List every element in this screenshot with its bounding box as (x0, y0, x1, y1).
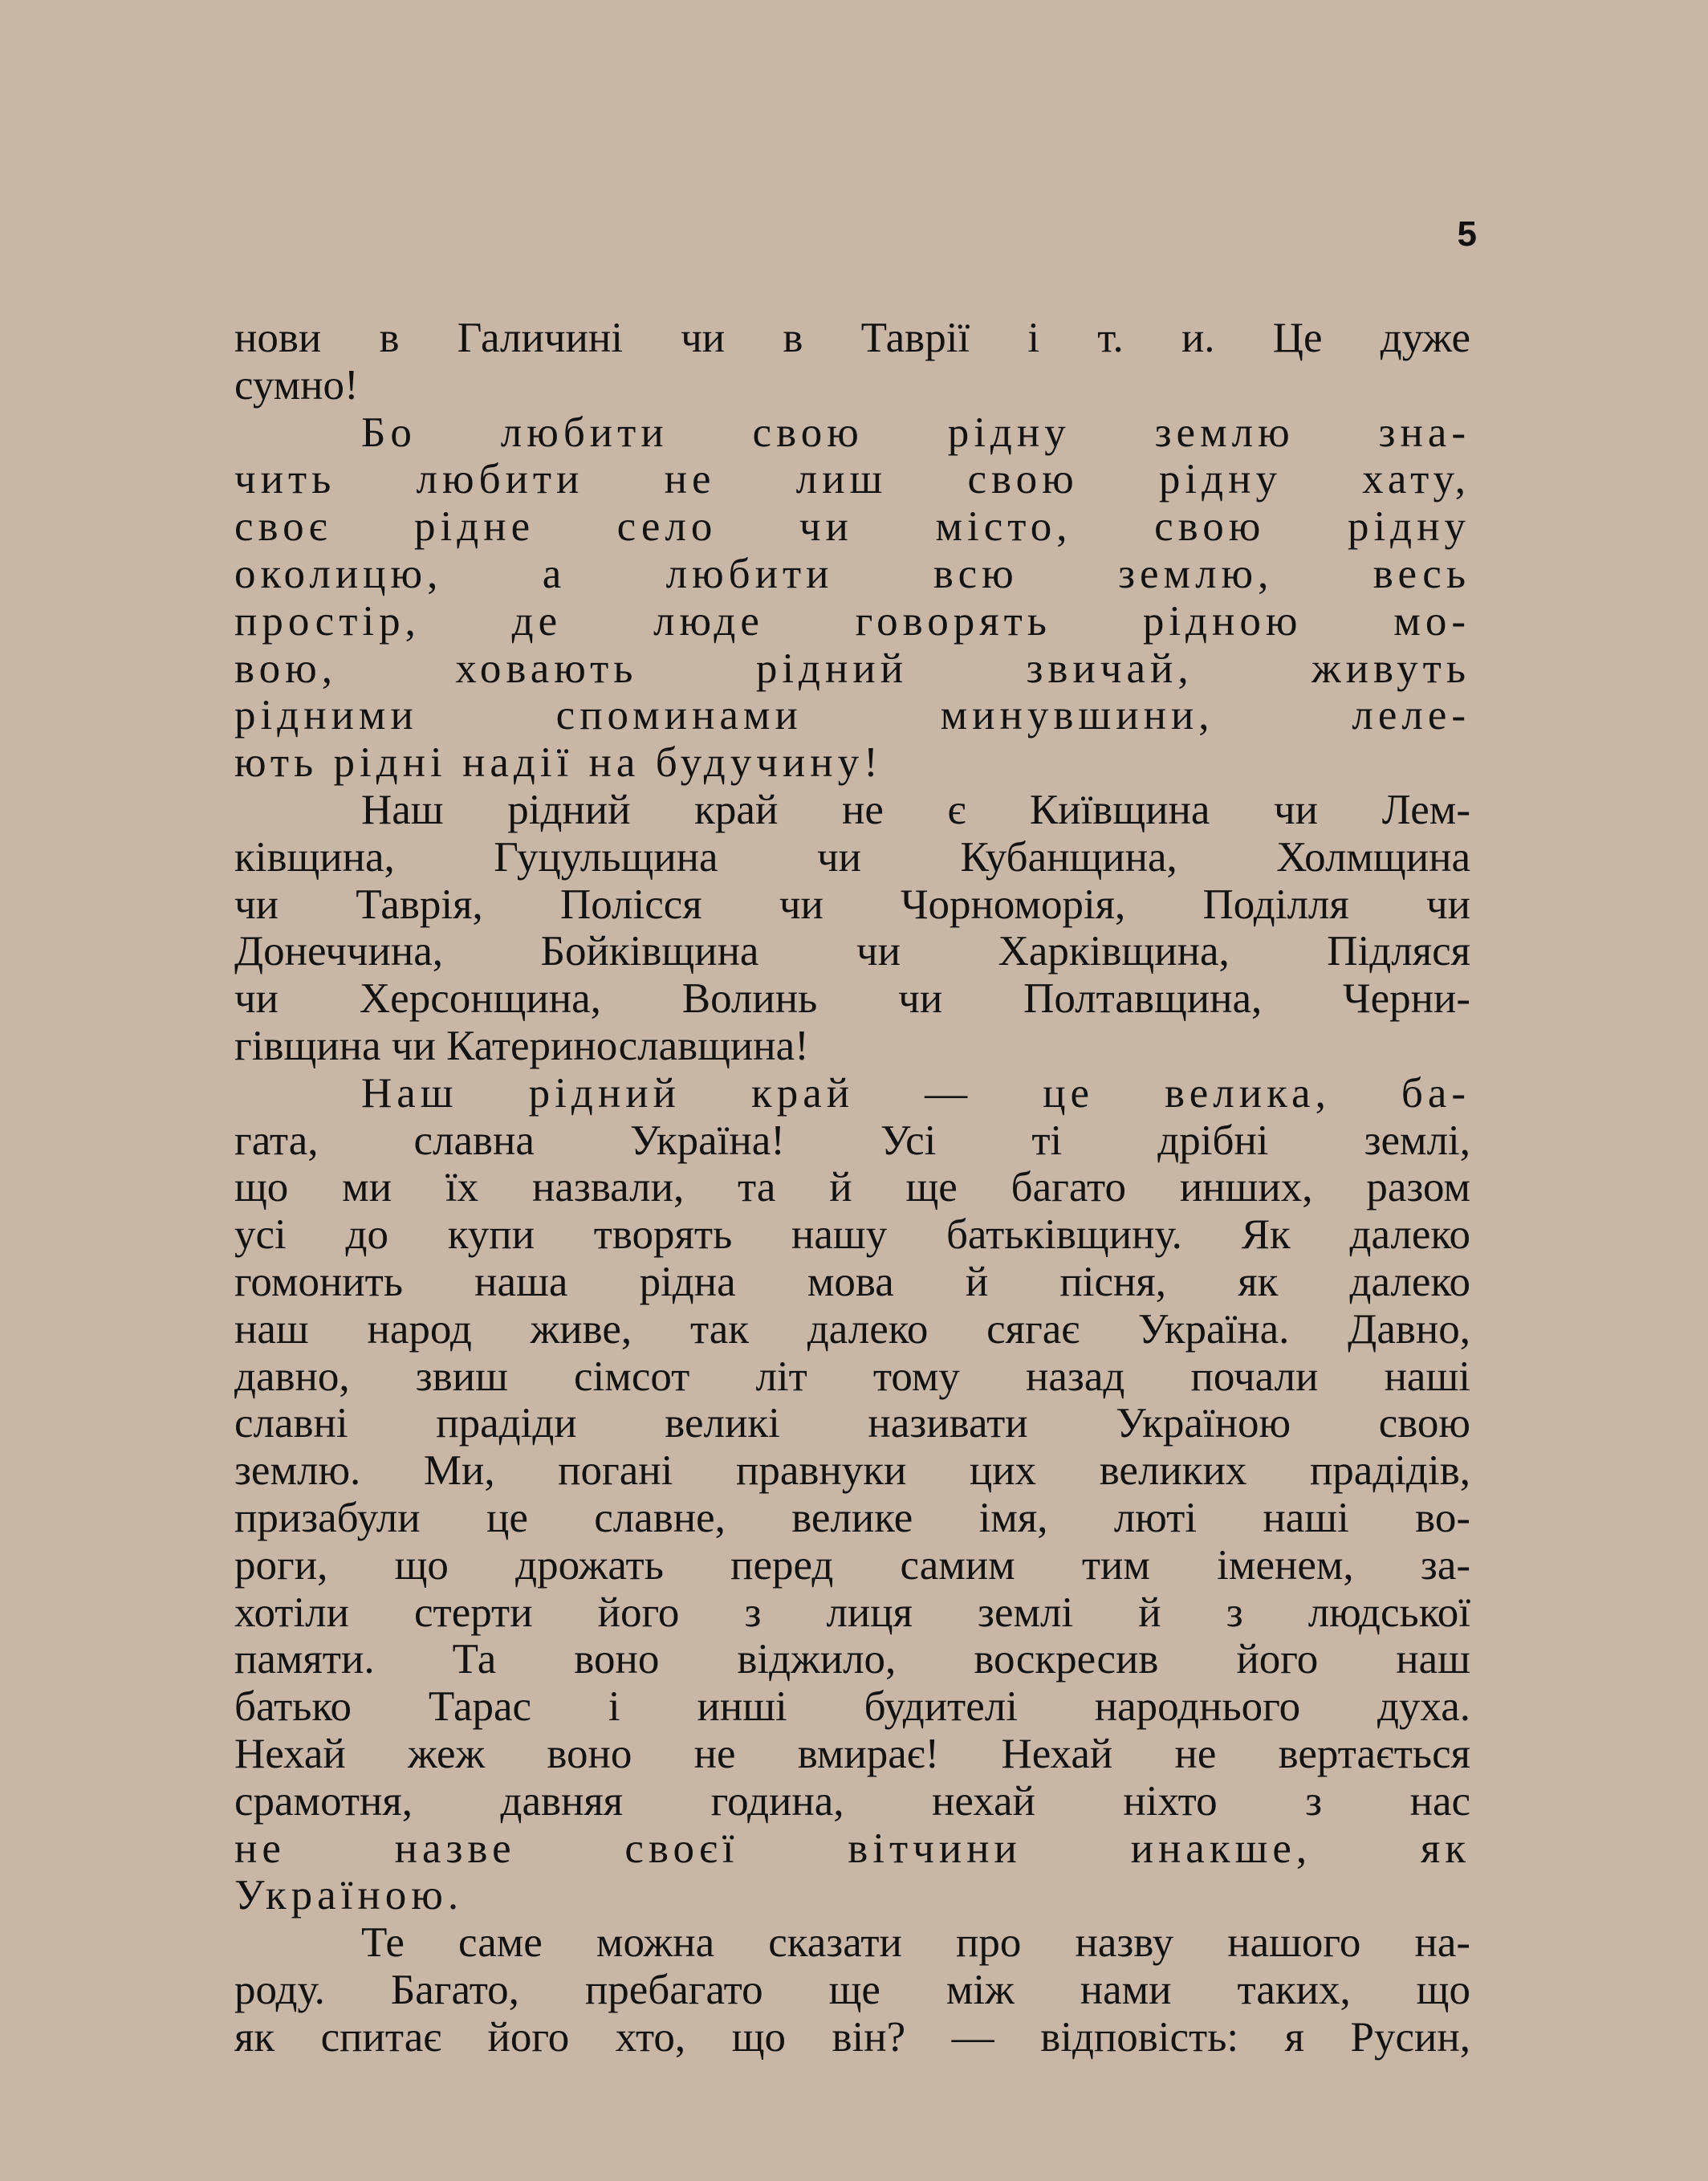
text-line: давно, звиш сімсот літ тому назад почали наші (234, 1353, 1470, 1400)
text-line: Нехай жеж воно не вмирає! Нехай не вертається (234, 1730, 1470, 1777)
text-line: ківщина, Гуцульщина чи Кубанщина, Холмщина (234, 833, 1470, 881)
text-line: сумно! (234, 361, 359, 409)
text-line: околицю, а любити всю землю, весь (234, 550, 1470, 597)
text-line: ють рідні надії на будучину! (234, 739, 883, 787)
text-line: гомонить наша рідна мова й пісня, як далеко (234, 1258, 1470, 1305)
text-line: вою, ховають рідний звичай, живуть (234, 645, 1470, 692)
text-line: своє рідне село чи місто, свою рідну (234, 503, 1470, 551)
text-line: землю. Ми, погані правнуки цих великих прадідів, (234, 1447, 1470, 1495)
text-line: усі до купи творять нашу батьківщину. Як далеко (234, 1211, 1470, 1259)
text-line: рідними споминами минувшини, леле- (234, 692, 1470, 739)
text-line: Наш рідний край — це велика, ба- (361, 1069, 1470, 1117)
text-line: Україною. (234, 1872, 464, 1919)
text-line: Донеччина, Бойківщина чи Харківщина, Підляся (234, 928, 1470, 975)
text-line: роду. Багато, пребагато ще між нами таких, що (234, 1966, 1470, 2013)
text-line: батько Тарас і инші будителі народнього духа. (234, 1683, 1470, 1731)
text-line: Бо любити свою рідну землю зна- (361, 409, 1470, 456)
text-line: чить любити не лиш свою рідну хату, (234, 456, 1470, 503)
text-line: що ми їх назвали, та й ще багато инших, разом (234, 1164, 1470, 1211)
text-line: Те саме можна сказати про назву нашого на- (361, 1919, 1470, 1967)
text-line: простір, де люде говорять рідною мо- (234, 597, 1470, 645)
text-line: гата, славна Україна! Усі ті дрібні землі, (234, 1117, 1470, 1164)
text-line: наш народ живе, так далеко сягає Україна. Давно, (234, 1305, 1470, 1353)
page-number: 5 (1457, 214, 1477, 254)
text-line: чи Таврія, Полісся чи Чорноморія, Поділля чи (234, 881, 1470, 928)
text-line: гівщина чи Катеринославщина! (234, 1022, 809, 1069)
text-line: роги, що дрожать перед самим тим іменем, за- (234, 1541, 1470, 1589)
text-line: не назве своєї вітчини инакше, як (234, 1825, 1470, 1872)
body-text (234, 315, 1470, 2061)
text-line: нови в Галичині чи в Таврії і т. и. Це дуже (234, 315, 1470, 361)
text-line: памяти. Та воно віджило, воскресив його наш (234, 1636, 1470, 1683)
text-line: як спитає його хто, що він? — відповість: я Русин, (234, 2013, 1470, 2061)
text-line: чи Херсонщина, Волинь чи Полтавщина, Черни- (234, 975, 1470, 1023)
text-line: призабули це славне, велике імя, люті наші во- (234, 1494, 1470, 1541)
text-line: хотіли стерти його з лиця землі й з людської (234, 1589, 1470, 1636)
text-line: Наш рідний край не є Київщина чи Лем- (361, 786, 1470, 833)
text-line: срамотня, давняя година, нехай ніхто з нас (234, 1777, 1470, 1825)
text-line: славні прадіди великі називати Україною свою (234, 1400, 1470, 1447)
